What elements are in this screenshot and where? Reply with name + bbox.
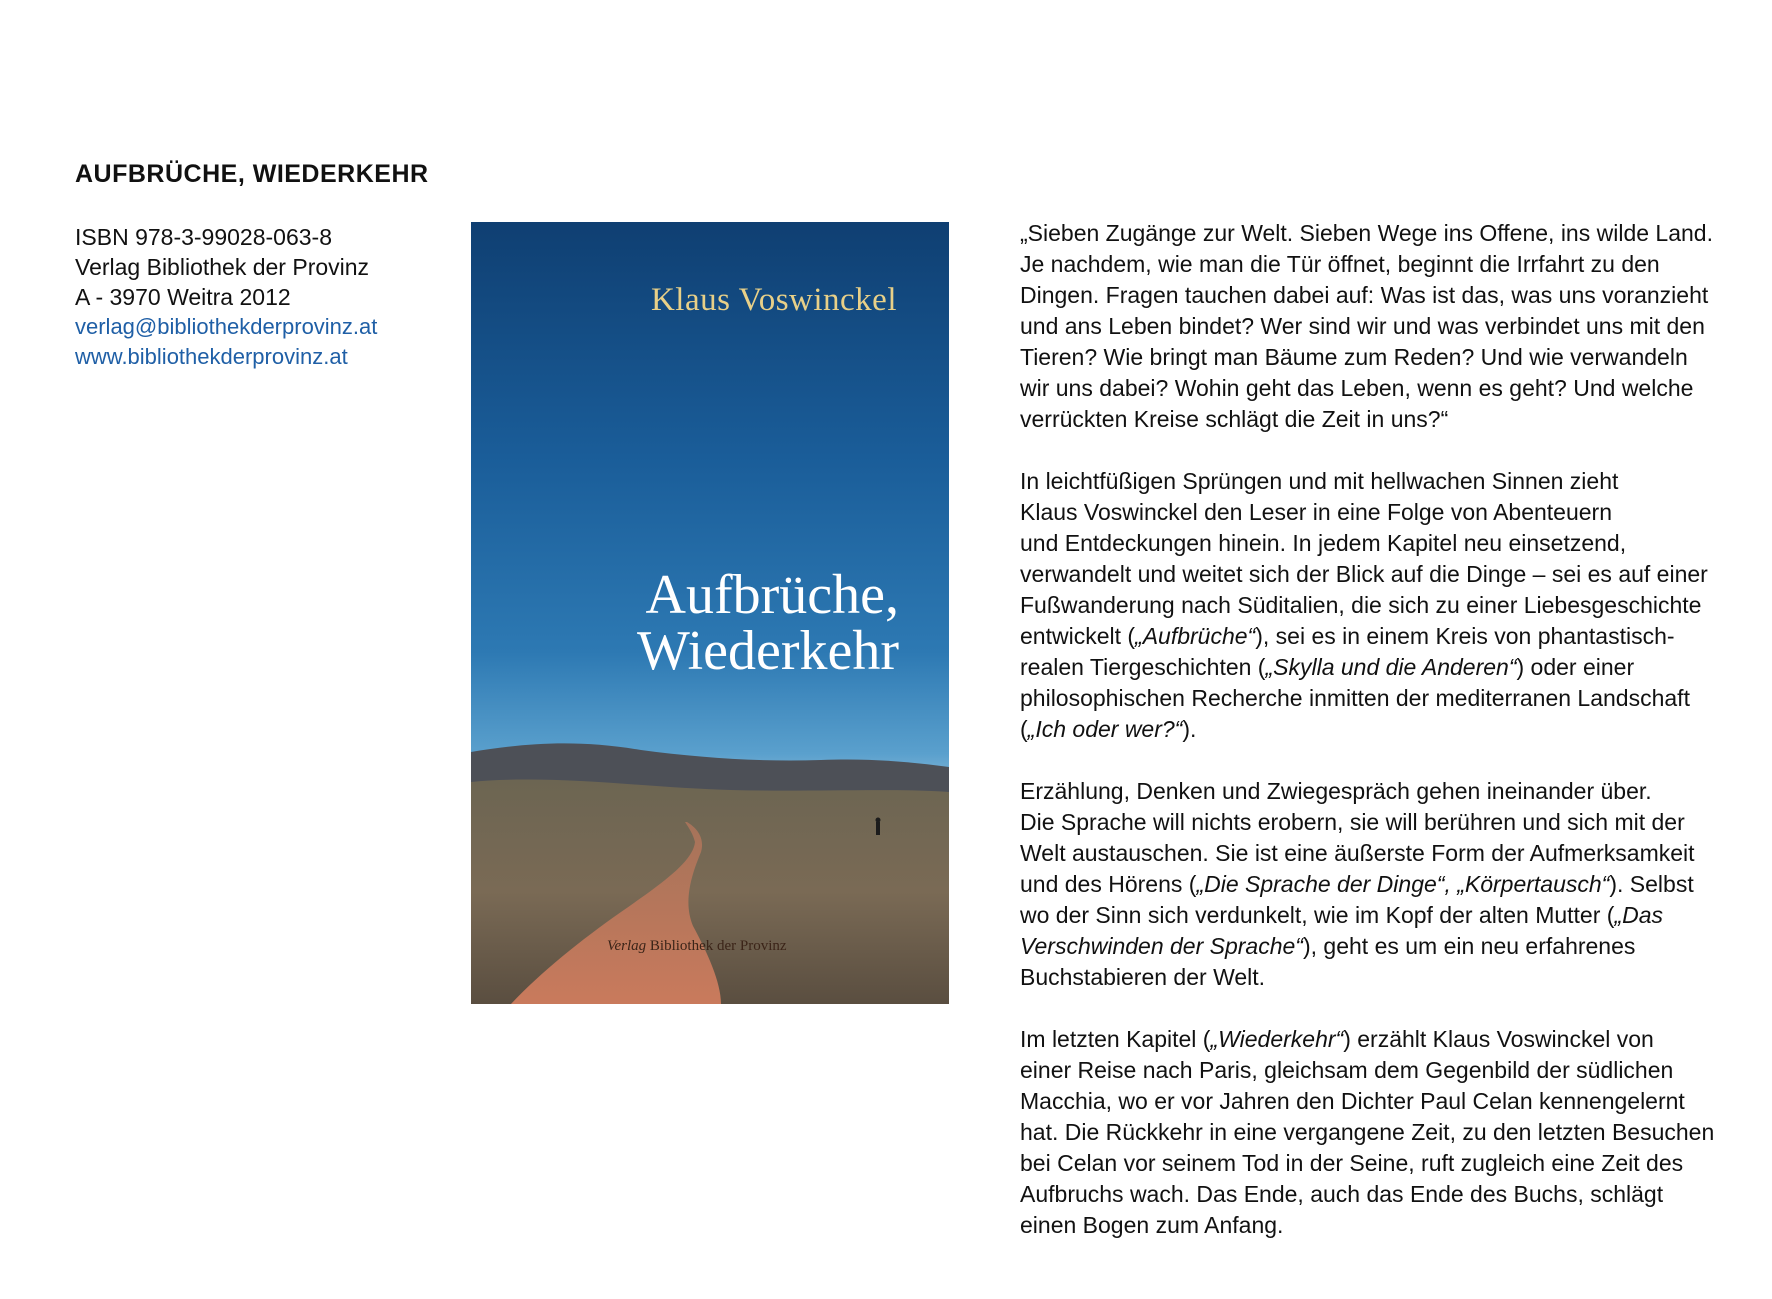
email-link[interactable]: verlag@bibliothekderprovinz.at [75, 314, 378, 339]
description-paragraph: „Sieben Zugänge zur Welt. Sieben Wege ins Offene, ins wilde Land. Je nachdem, wie man die Tür öffnet, beginnt die Irrfahrt zu den Dingen. Fragen tauchen dabei auf: Was ist das, was uns voranzieht und ans Leben bindet? Wer sind wir und was verbindet uns mit den Tieren? Wie bringt man Bäume zum Reden? Und wie verwandeln wir uns dabei? Wohin geht das Leben, wenn es geht? Und welche verrückten Kreise schlägt die Zeit in uns?“ [1020, 220, 1713, 432]
walking-figure [876, 822, 880, 835]
cover-publisher-name: Bibliothek der Provinz [649, 938, 787, 954]
cover-title-line: Wiederkehr [636, 620, 899, 682]
book-cover [471, 222, 949, 1004]
website-link[interactable]: www.bibliothekderprovinz.at [75, 344, 348, 369]
cover-title [479, 564, 899, 682]
publisher-location: A - 3970 Weitra 2012 [75, 284, 291, 310]
page-title: AUFBRÜCHE, WIEDERKEHR [75, 160, 429, 188]
cover-publisher [607, 938, 787, 955]
description-paragraph: Erzählung, Denken und Zwiegespräch gehen ineinander über. Die Sprache will nichts erobern, sie will berühren und sich mit der Welt austauschen. Sie ist eine äußerste Form der Aufmerksamkeit und des Hörens („Die Sprache der Dinge“, „Körpertausch“). Selbst wo der Sinn sich verdunkelt, wie im Kopf der alten Mutter („Das Verschwinden der Sprache“), geht es um ein neu erfahrenes Buchstabieren der Welt. [1020, 778, 1695, 990]
description-paragraph: In leichtfüßigen Sprüngen und mit hellwachen Sinnen zieht Klaus Voswinckel den Leser in eine Folge von Abenteuern und Entdeckungen hinein. In jedem Kapitel neu einsetzend, verwandelt und weitet sich der Blick auf die Dinge – sei es auf einer Fußwanderung nach Süditalien, die sich zu einer Liebesgeschichte entwickelt („Aufbrüche“), sei es in einem Kreis von phantastisch- realen Tiergeschichten („Skylla und die Anderen“) oder einer philosophischen Recherche inmitten der mediterranen Landschaft („Ich oder wer?“). [1020, 468, 1708, 742]
publisher: Verlag Bibliothek der Provinz [75, 254, 370, 280]
book-metadata [75, 222, 377, 372]
book-description [1020, 218, 1760, 1272]
description-paragraph: Im letzten Kapitel („Wiederkehr“) erzählt Klaus Voswinckel von einer Reise nach Paris, gleichsam dem Gegenbild der südlichen Macchia, wo er vor Jahren den Dichter Paul Celan kennengelernt hat. Die Rückkehr in eine vergangene Zeit, zu den letzten Besuchen bei Celan vor seinem Tod in der Seine, ruft zugleich eine Zeit des Aufbruchs wach. Das Ende, auch das Ende des Buchs, schlägt einen Bogen zum Anfang. [1020, 1026, 1715, 1238]
isbn: ISBN 978-3-99028-063-8 [75, 224, 332, 250]
cover-author: Klaus Voswinckel [650, 282, 897, 318]
cover-publisher-prefix: Verlag [607, 938, 647, 954]
cover-title-line: Aufbrüche, [645, 564, 899, 626]
